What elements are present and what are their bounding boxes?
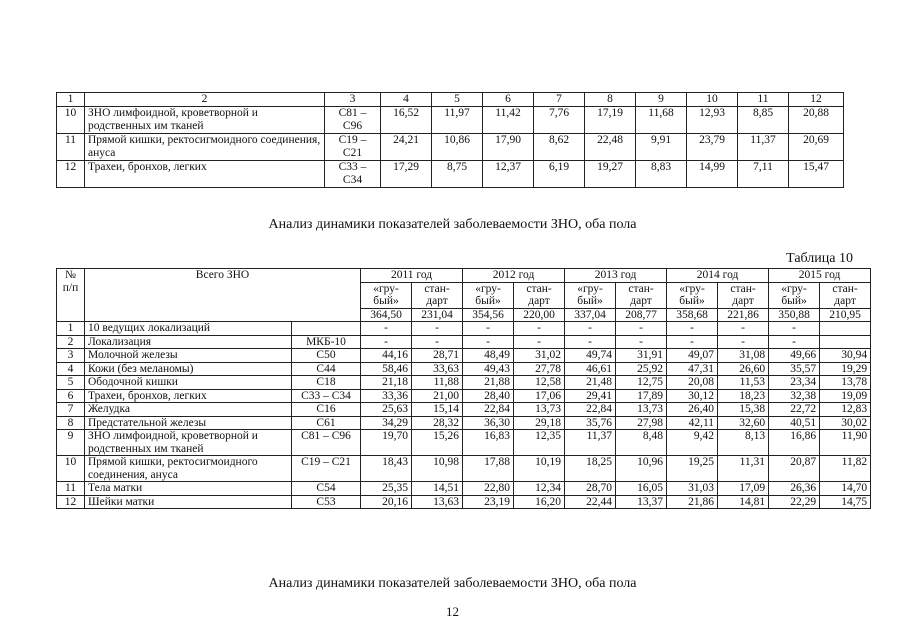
table-continued <box>56 92 844 188</box>
table-cell: 31,08 <box>718 349 769 363</box>
table-cell: 9 <box>57 430 85 456</box>
table-cell: - <box>718 335 769 349</box>
table-cell: 16,05 <box>616 482 667 496</box>
total-value: 354,56 <box>463 308 514 322</box>
table-cell: 22,29 <box>769 495 820 509</box>
table-cell: 12,58 <box>514 376 565 390</box>
table-cell: 12,93 <box>687 107 738 134</box>
table-row <box>57 416 871 430</box>
table-cell: 8,13 <box>718 430 769 456</box>
table-row <box>57 335 871 349</box>
table-cell: С53 <box>292 495 361 509</box>
table-cell: 31,02 <box>514 349 565 363</box>
table-10 <box>56 268 871 509</box>
table-cell: 1 <box>57 322 85 336</box>
table-cell: 10 ведущих локализаций <box>85 322 292 336</box>
table-cell: 19,09 <box>820 389 871 403</box>
table-cell: Ободочной кишки <box>85 376 292 390</box>
table-cell: 49,07 <box>667 349 718 363</box>
table-cell: Прямой кишки, ректосигмоидного соединения, ануса <box>85 456 292 482</box>
table-cell: 44,16 <box>361 349 412 363</box>
header-crude: «гру-бый» <box>667 282 718 308</box>
table-row <box>57 495 871 509</box>
table-cell: 18,43 <box>361 456 412 482</box>
table-cell: 21,00 <box>412 389 463 403</box>
table-cell: ЗНО лимфоидной, кроветворной и родственных им тканей <box>85 107 325 134</box>
table-cell: 22,44 <box>565 495 616 509</box>
table-cell: - <box>667 335 718 349</box>
table-cell: - <box>463 335 514 349</box>
table-cell: С61 <box>292 416 361 430</box>
table-row <box>57 362 871 376</box>
table-cell: 17,29 <box>381 161 432 188</box>
table-cell: 11,31 <box>718 456 769 482</box>
table-cell: 17,89 <box>616 389 667 403</box>
table-row <box>57 482 871 496</box>
header-cell: 5 <box>432 93 483 107</box>
header-total: Всего ЗНО <box>85 269 361 322</box>
table-cell: 11,37 <box>738 134 789 161</box>
table-cell: 9,42 <box>667 430 718 456</box>
table-cell: 12,37 <box>483 161 534 188</box>
header-cell: 6 <box>483 93 534 107</box>
table-cell: 17,19 <box>585 107 636 134</box>
table-cell: 17,09 <box>718 482 769 496</box>
table-cell: - <box>565 322 616 336</box>
table-cell: С44 <box>292 362 361 376</box>
table-cell: 28,32 <box>412 416 463 430</box>
table-cell: 14,51 <box>412 482 463 496</box>
table-cell: 49,43 <box>463 362 514 376</box>
table-cell: 7,76 <box>534 107 585 134</box>
table-cell: 48,49 <box>463 349 514 363</box>
table-cell: Прямой кишки, ректосигмоидного соединения, ануса <box>85 134 325 161</box>
table-cell: 11,42 <box>483 107 534 134</box>
table-cell: 23,19 <box>463 495 514 509</box>
table-cell: - <box>463 322 514 336</box>
header-cell: 4 <box>381 93 432 107</box>
table-header-row <box>57 269 871 283</box>
table-cell: 12 <box>57 495 85 509</box>
table-cell: 15,26 <box>412 430 463 456</box>
table-cell: 22,80 <box>463 482 514 496</box>
table-cell: 40,51 <box>769 416 820 430</box>
table-cell: Шейки матки <box>85 495 292 509</box>
header-cell: 12 <box>789 93 844 107</box>
table-cell: Трахеи, бронхов, легких <box>85 389 292 403</box>
table-cell: - <box>412 335 463 349</box>
table-cell: - <box>412 322 463 336</box>
table-cell: 22,48 <box>585 134 636 161</box>
table-cell: 10,96 <box>616 456 667 482</box>
table-cell: 13,78 <box>820 376 871 390</box>
table-cell: 25,63 <box>361 403 412 417</box>
table-cell: 30,94 <box>820 349 871 363</box>
table-cell: 27,78 <box>514 362 565 376</box>
table-cell: С81 – С96 <box>292 430 361 456</box>
table-cell: 19,27 <box>585 161 636 188</box>
table-cell: 13,73 <box>616 403 667 417</box>
table-cell: 26,60 <box>718 362 769 376</box>
table-cell: ЗНО лимфоидной, кроветворной и родственных им тканей <box>85 430 292 456</box>
table-cell: 11,82 <box>820 456 871 482</box>
table-cell: 26,36 <box>769 482 820 496</box>
table-cell: 28,70 <box>565 482 616 496</box>
table-row <box>57 107 844 134</box>
table-cell: 10 <box>57 456 85 482</box>
table-row <box>57 322 871 336</box>
table-cell: С54 <box>292 482 361 496</box>
table-cell: 32,60 <box>718 416 769 430</box>
total-value: 364,50 <box>361 308 412 322</box>
table-cell: 19,70 <box>361 430 412 456</box>
table-cell: 14,99 <box>687 161 738 188</box>
table-cell: 21,88 <box>463 376 514 390</box>
table-cell: 23,79 <box>687 134 738 161</box>
table-row <box>57 430 871 456</box>
table-cell: 11,68 <box>636 107 687 134</box>
total-value: 220,00 <box>514 308 565 322</box>
table-cell: 4 <box>57 362 85 376</box>
header-cell: 7 <box>534 93 585 107</box>
header-crude: «гру-бый» <box>565 282 616 308</box>
table-cell: 49,66 <box>769 349 820 363</box>
table-cell: 19,29 <box>820 362 871 376</box>
total-value: 350,88 <box>769 308 820 322</box>
header-standard: стан-дарт <box>820 282 871 308</box>
table-cell: 8,75 <box>432 161 483 188</box>
table-cell: 10,86 <box>432 134 483 161</box>
table-cell: 12,75 <box>616 376 667 390</box>
table-cell: 35,76 <box>565 416 616 430</box>
table-cell: 10,19 <box>514 456 565 482</box>
table-number-label: Таблица 10 <box>786 251 853 266</box>
table-cell: 17,90 <box>483 134 534 161</box>
table-cell: С33 – С34 <box>325 161 381 188</box>
table-cell: - <box>565 335 616 349</box>
table-cell: 6,19 <box>534 161 585 188</box>
table-cell: Локализация <box>85 335 292 349</box>
page-number: 12 <box>446 604 459 619</box>
table-cell: 20,69 <box>789 134 844 161</box>
header-year: 2015 год <box>769 269 871 283</box>
table-cell: 32,38 <box>769 389 820 403</box>
table-cell <box>820 335 871 349</box>
header-standard: стан-дарт <box>616 282 667 308</box>
table-cell: 8,85 <box>738 107 789 134</box>
table-cell: 16,20 <box>514 495 565 509</box>
table-cell: 3 <box>57 349 85 363</box>
table-cell: 21,86 <box>667 495 718 509</box>
table-cell: 21,48 <box>565 376 616 390</box>
table-cell: - <box>616 335 667 349</box>
table-cell: 15,38 <box>718 403 769 417</box>
table-cell: 47,31 <box>667 362 718 376</box>
total-value: 337,04 <box>565 308 616 322</box>
table-cell: - <box>718 322 769 336</box>
total-value: 221,86 <box>718 308 769 322</box>
header-cell: 10 <box>687 93 738 107</box>
table-cell: 15,47 <box>789 161 844 188</box>
table-cell: 18,25 <box>565 456 616 482</box>
table-row <box>57 403 871 417</box>
header-crude: «гру-бый» <box>769 282 820 308</box>
table-cell: - <box>514 335 565 349</box>
table-cell: 14,81 <box>718 495 769 509</box>
table-cell: 26,40 <box>667 403 718 417</box>
table-cell: 13,73 <box>514 403 565 417</box>
table-cell: МКБ-10 <box>292 335 361 349</box>
table-cell: С16 <box>292 403 361 417</box>
table-cell: 18,23 <box>718 389 769 403</box>
table-cell: 21,18 <box>361 376 412 390</box>
table-cell: 13,63 <box>412 495 463 509</box>
header-year: 2012 год <box>463 269 565 283</box>
table-cell: Тела матки <box>85 482 292 496</box>
table-cell: 11,37 <box>565 430 616 456</box>
table-cell: 30,12 <box>667 389 718 403</box>
table-cell: 2 <box>57 335 85 349</box>
table-cell: 16,83 <box>463 430 514 456</box>
table-cell: 5 <box>57 376 85 390</box>
header-year: 2011 год <box>361 269 463 283</box>
header-standard: стан-дарт <box>412 282 463 308</box>
table-cell: - <box>667 322 718 336</box>
table-cell: С50 <box>292 349 361 363</box>
table-cell: С19 – С21 <box>292 456 361 482</box>
table-cell: 8,62 <box>534 134 585 161</box>
table-cell: - <box>616 322 667 336</box>
table-cell: 11 <box>57 482 85 496</box>
header-standard: стан-дарт <box>718 282 769 308</box>
table-cell: 16,52 <box>381 107 432 134</box>
header-year: 2013 год <box>565 269 667 283</box>
table-cell: 33,63 <box>412 362 463 376</box>
table-cell: 6 <box>57 389 85 403</box>
header-cell: 11 <box>738 93 789 107</box>
table-cell: 24,21 <box>381 134 432 161</box>
table-row <box>57 134 844 161</box>
table-cell: 46,61 <box>565 362 616 376</box>
total-value: 208,77 <box>616 308 667 322</box>
table-cell: 12 <box>57 161 85 188</box>
header-year: 2014 год <box>667 269 769 283</box>
table-cell: 7 <box>57 403 85 417</box>
header-cell: 2 <box>85 93 325 107</box>
table-row <box>57 349 871 363</box>
table-cell: - <box>769 322 820 336</box>
table-cell: С18 <box>292 376 361 390</box>
table-row <box>57 389 871 403</box>
table-cell: 7,11 <box>738 161 789 188</box>
table-cell: 33,36 <box>361 389 412 403</box>
table-cell: 31,91 <box>616 349 667 363</box>
table-cell: С33 – С34 <box>292 389 361 403</box>
table-cell <box>292 322 361 336</box>
table-cell: 11,90 <box>820 430 871 456</box>
table-cell: Кожи (без меланомы) <box>85 362 292 376</box>
table-cell: 11,53 <box>718 376 769 390</box>
table-cell: 29,41 <box>565 389 616 403</box>
table-row <box>57 456 871 482</box>
table-header-row <box>57 93 844 107</box>
table-cell: 14,70 <box>820 482 871 496</box>
table-cell: 22,84 <box>463 403 514 417</box>
table-cell: 42,11 <box>667 416 718 430</box>
total-value: 231,04 <box>412 308 463 322</box>
table-cell: - <box>514 322 565 336</box>
table-cell: - <box>361 335 412 349</box>
table-cell: 36,30 <box>463 416 514 430</box>
table-cell: 20,88 <box>789 107 844 134</box>
header-cell: 1 <box>57 93 85 107</box>
table-cell: С19 – С21 <box>325 134 381 161</box>
table-cell: 34,29 <box>361 416 412 430</box>
total-value: 358,68 <box>667 308 718 322</box>
table-cell: 29,18 <box>514 416 565 430</box>
table-cell: - <box>361 322 412 336</box>
table-cell: - <box>769 335 820 349</box>
table-cell: Предстательной железы <box>85 416 292 430</box>
table-cell: 11,97 <box>432 107 483 134</box>
table-cell: 11,88 <box>412 376 463 390</box>
table-cell: 20,16 <box>361 495 412 509</box>
table-cell: 28,40 <box>463 389 514 403</box>
table-cell: 12,83 <box>820 403 871 417</box>
table-cell: 23,34 <box>769 376 820 390</box>
table-cell: Трахеи, бронхов, легких <box>85 161 325 188</box>
table-row <box>57 376 871 390</box>
table-row <box>57 161 844 188</box>
header-standard: стан-дарт <box>514 282 565 308</box>
table-cell: 58,46 <box>361 362 412 376</box>
total-value: 210,95 <box>820 308 871 322</box>
caption-analysis-2: Анализ динамики показателей заболеваемости ЗНО, оба пола <box>268 576 637 591</box>
table-cell: 20,87 <box>769 456 820 482</box>
header-num: № п/п <box>57 269 85 322</box>
caption-analysis: Анализ динамики показателей заболеваемости ЗНО, оба пола <box>268 217 637 232</box>
table-cell: 8,83 <box>636 161 687 188</box>
header-crude: «гру-бый» <box>361 282 412 308</box>
table-cell: 15,14 <box>412 403 463 417</box>
table-cell: 13,37 <box>616 495 667 509</box>
header-cell: 8 <box>585 93 636 107</box>
table-cell: 35,57 <box>769 362 820 376</box>
table-cell: 12,35 <box>514 430 565 456</box>
table-cell: 28,71 <box>412 349 463 363</box>
table-cell: 8,48 <box>616 430 667 456</box>
table-cell: 10 <box>57 107 85 134</box>
table-cell: 30,02 <box>820 416 871 430</box>
table-cell: 17,88 <box>463 456 514 482</box>
table-cell: 31,03 <box>667 482 718 496</box>
table-cell: 14,75 <box>820 495 871 509</box>
table-cell: 12,34 <box>514 482 565 496</box>
table-cell: Желудка <box>85 403 292 417</box>
table-cell: 8 <box>57 416 85 430</box>
table-cell: 9,91 <box>636 134 687 161</box>
table-cell: 27,98 <box>616 416 667 430</box>
table-cell: С81 – С96 <box>325 107 381 134</box>
table-cell: Молочной железы <box>85 349 292 363</box>
table-cell: 16,86 <box>769 430 820 456</box>
table-cell: 19,25 <box>667 456 718 482</box>
table-cell: 22,72 <box>769 403 820 417</box>
table-cell: 25,92 <box>616 362 667 376</box>
table-cell: 22,84 <box>565 403 616 417</box>
table-cell: 10,98 <box>412 456 463 482</box>
header-crude: «гру-бый» <box>463 282 514 308</box>
table-cell: 20,08 <box>667 376 718 390</box>
table-cell: 17,06 <box>514 389 565 403</box>
header-cell: 3 <box>325 93 381 107</box>
table-cell <box>820 322 871 336</box>
table-cell: 49,74 <box>565 349 616 363</box>
header-cell: 9 <box>636 93 687 107</box>
table-cell: 11 <box>57 134 85 161</box>
table-cell: 25,35 <box>361 482 412 496</box>
